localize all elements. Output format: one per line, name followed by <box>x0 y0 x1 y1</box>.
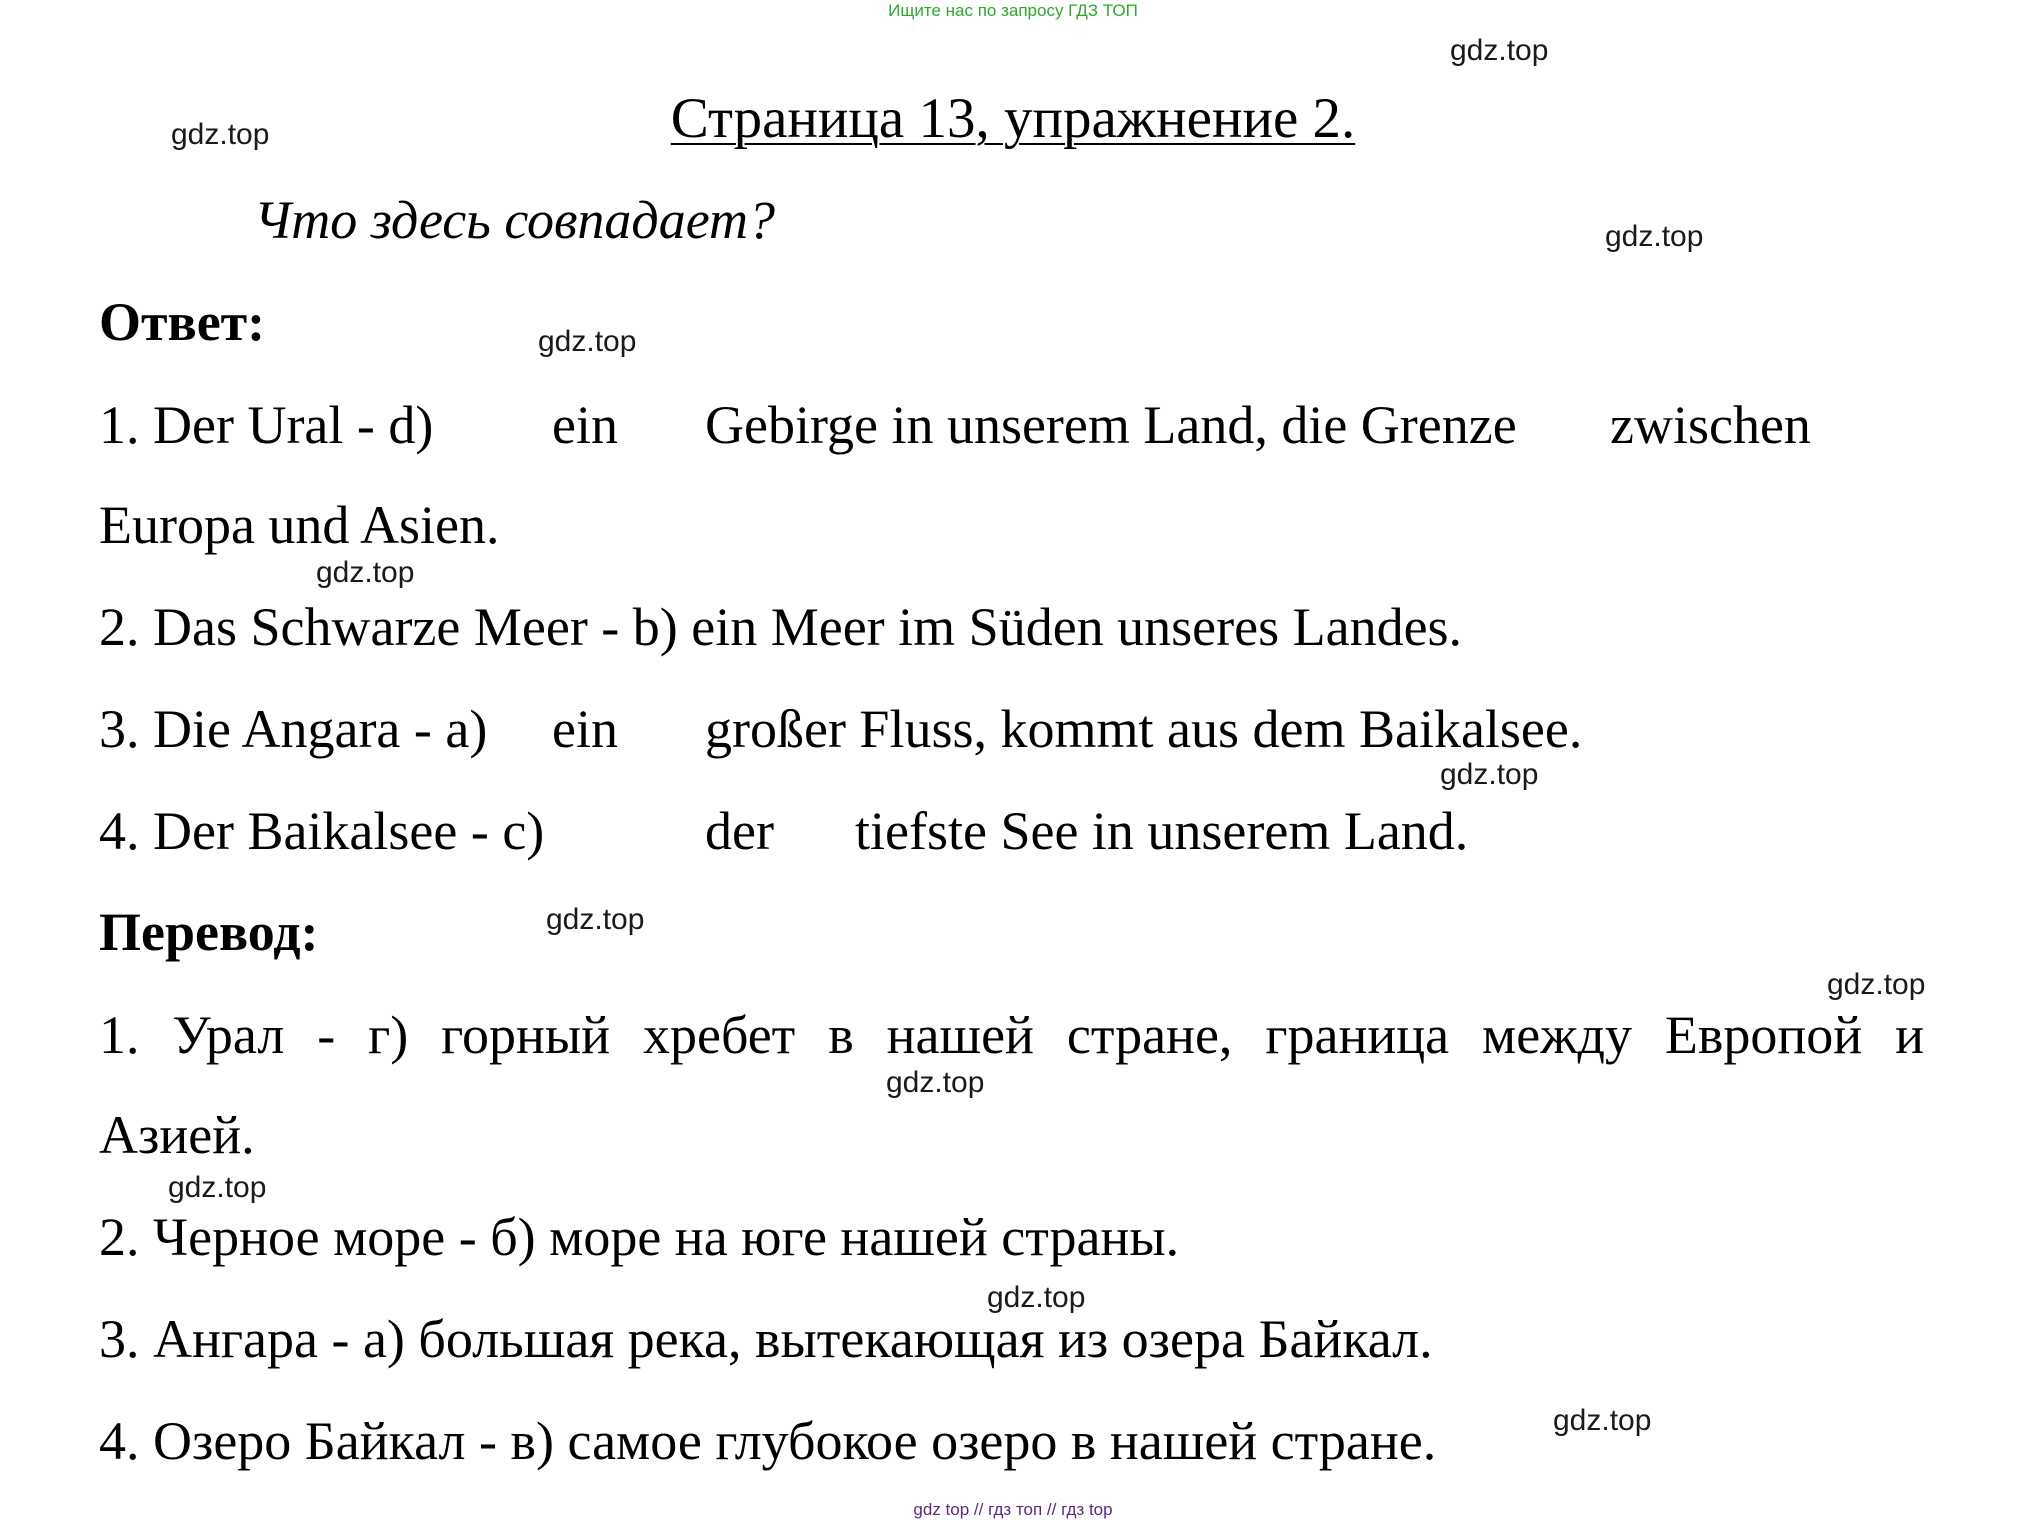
page-title: Страница 13, упражнение 2. <box>670 87 1356 150</box>
watermark: gdz.top <box>987 1281 1086 1314</box>
watermark: gdz.top <box>1553 1404 1652 1437</box>
footer-links[interactable]: gdz top // гдз топ // гдз top <box>913 1500 1113 1519</box>
watermark: gdz.top <box>171 118 270 151</box>
answer-line-3 <box>0 697 2026 761</box>
search-hint-link[interactable]: Ищите нас по запросу ГДЗ ТОП <box>888 1 1138 20</box>
watermark: gdz.top <box>886 1066 985 1099</box>
answer-3-word: ein <box>552 699 618 759</box>
answer-1-word: ein <box>552 395 618 455</box>
watermark: gdz.top <box>538 325 637 358</box>
translation-line-2: 2. Черное море - б) море на юге нашей страны. <box>99 1207 1180 1267</box>
watermark: gdz.top <box>1440 758 1539 791</box>
answer-4-text: tiefste See in unserem Land. <box>855 801 1469 861</box>
translation-line-3: 3. Ангара - а) большая река, вытекающая из озера Байкал. <box>99 1309 1433 1369</box>
answer-line-4 <box>0 799 2026 863</box>
answer-1-number: 1. Der Ural - d) <box>99 395 434 455</box>
watermark: gdz.top <box>1605 220 1704 253</box>
translation-heading: Перевод: <box>99 902 319 962</box>
answer-line-1 <box>0 393 2026 457</box>
answer-line-2: 2. Das Schwarze Meer - b) ein Meer im Süden unseres Landes. <box>99 597 1463 657</box>
answer-line-1-continued: Europa und Asien. <box>99 495 500 555</box>
translation-line-4: 4. Озеро Байкал - в) самое глубокое озеро в нашей стране. <box>99 1411 1437 1471</box>
watermark: gdz.top <box>1450 34 1549 67</box>
answer-4-number: 4. Der Baikalsee - c) <box>99 801 545 861</box>
answer-3-text: großer Fluss, kommt aus dem Baikalsee. <box>705 699 1583 759</box>
answer-heading: Ответ: <box>99 292 266 352</box>
answer-1-word-2: zwischen <box>1610 395 1811 455</box>
answer-3-number: 3. Die Angara - a) <box>99 699 488 759</box>
watermark: gdz.top <box>546 903 645 936</box>
watermark: gdz.top <box>168 1171 267 1204</box>
answer-1-text: Gebirge in unserem Land, die Grenze <box>705 395 1517 455</box>
translation-line-1-continued: Азией. <box>99 1105 255 1165</box>
watermark: gdz.top <box>316 556 415 589</box>
exercise-question: Что здесь совпадает? <box>254 190 775 250</box>
translation-line-1: 1. Урал - г) горный хребет в нашей стране, граница между Европой и <box>99 1005 1924 1065</box>
answer-4-word: der <box>705 801 774 861</box>
watermark: gdz.top <box>1827 968 1926 1001</box>
